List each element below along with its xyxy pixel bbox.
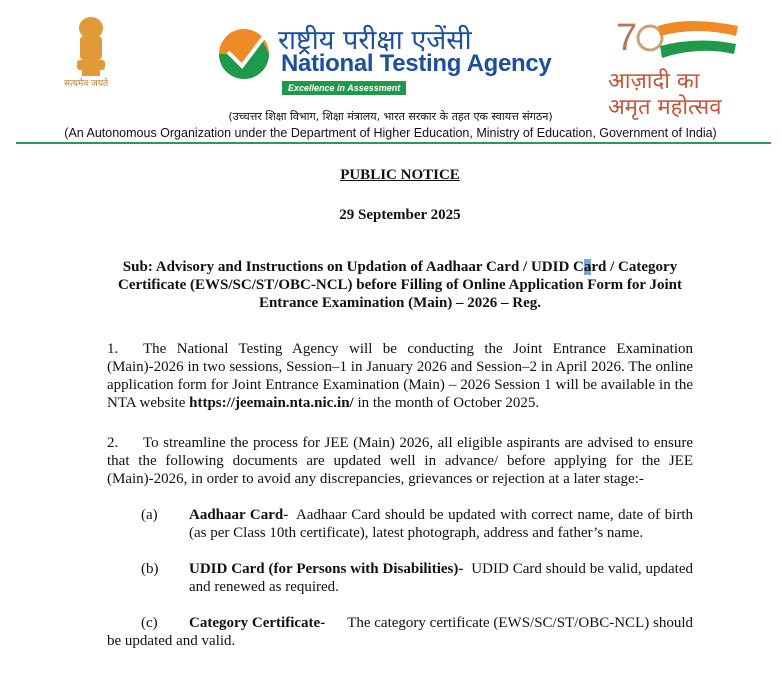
flag-75-icon [608,14,748,64]
agency-name: National Testing Agency [281,50,552,77]
item-text: Aadhaar Card should be updated with correct name, date of birth (as per Class 10th certificate), latest photograph, address and father’s name. [189,507,693,541]
azadi-line2: अमृत महोत्सव [608,95,722,120]
item-text: UDID Card should be valid, updated and renewed as required. [189,561,693,595]
paragraph-number: 1. [107,341,119,357]
subject-text: rd / Category Certificate (EWS/SC/ST/OBC-NCL) before Filling of Online Application Form for Joint Entrance Examination (Main) – 2026 – Reg. [117,259,682,311]
hindi-subtitle: (उच्चत्तर शिक्षा विभाग, शिक्षा मंत्रालय, भारत सरकार के तहत एक स्वायत्त संगठन) [228,110,553,123]
item-text: The category certificate (EWS/SC/ST/OBC-NCL) should be updated and valid. [107,615,693,649]
list-item [107,614,693,650]
letterhead [0,0,781,145]
english-subtitle: (An Autonomous Organization under the Department of Higher Education, Ministry of Education, Government of India) [64,126,717,140]
list-item [107,560,693,596]
item-label: (c) [141,615,158,631]
item-title: Aadhaar Card- [189,507,289,523]
agency-name-hindi: राष्ट्रीय परीक्षा एजेंसी [278,25,472,56]
tagline: Excellence in Assessment [282,81,406,95]
paragraph-text: in the month of October 2025. [353,395,540,411]
svg-text:7: 7 [616,17,638,59]
paragraph-text: To streamline the process for JEE (Main) 2026, all eligible aspirants are advised to ensure that the following documents are updated well in advance/ before applying for the JEE (Main)-2026, in order to avoid any discrepancies, grievances or rejection at a later stage:- [107,435,693,487]
subject-text: Sub: Advisory and Instructions on Updation of Aadhaar Card / UDID C [122,259,584,275]
notice-body [107,162,693,650]
nta-logo-icon [218,28,270,80]
notice-date: 29 September 2025 [339,207,461,223]
text-selection: a [583,259,592,275]
emblem-caption: सत्यमेव जयते [64,79,109,89]
paragraph-1 [107,340,693,412]
website-link[interactable]: https://jeemain.nta.nic.in/ [189,395,354,411]
azadi-line1: आज़ादी का [608,69,700,94]
header-divider [16,142,771,144]
notice-subject [107,258,693,312]
item-title: UDID Card (for Persons with Disabilities)- [189,561,464,577]
paragraph-number: 2. [107,435,119,451]
item-title: Category Certificate- [189,615,326,631]
notice-title: PUBLIC NOTICE [340,167,460,183]
list-item [107,506,693,542]
paragraph-2 [107,434,693,488]
item-label: (b) [141,561,159,577]
item-label: (a) [141,507,158,523]
national-emblem-icon [68,14,114,84]
paragraph-text: The National Testing Agency will be conducting the Joint Entrance Examination (Main)-2026 in two sessions, Session–1 in January 2026 and Session–2 in April 2026. The online application form for Joint Entrance Examination (Main) – 2026 Session 1 will be available in the NTA website [107,341,693,411]
azadi-ka-amrit-mahotsav-logo [608,14,748,120]
